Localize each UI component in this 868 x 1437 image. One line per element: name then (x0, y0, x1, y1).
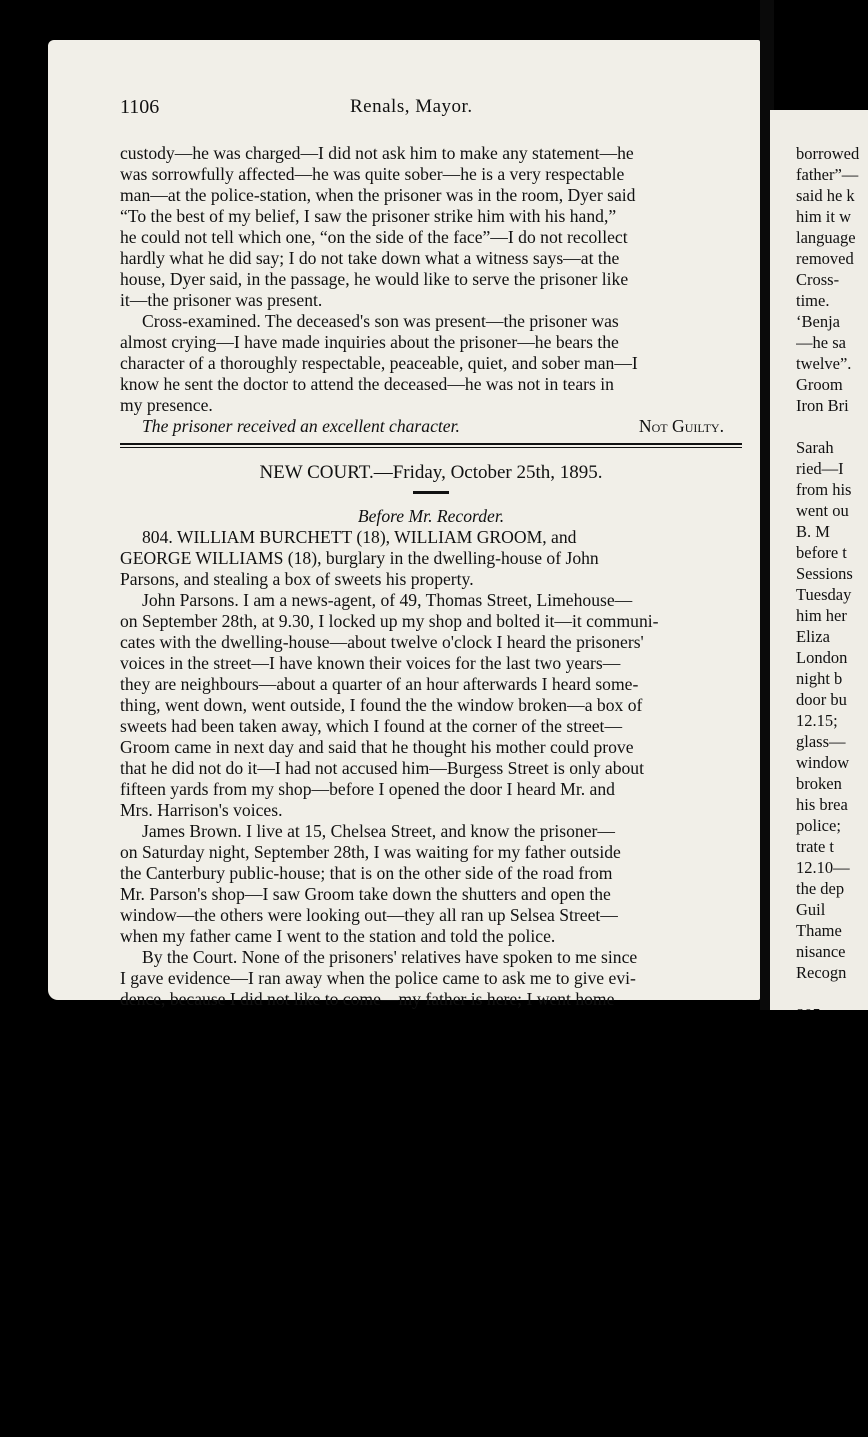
margin-fragment: police; (796, 816, 841, 835)
margin-fragment: 12.15; (796, 711, 838, 730)
margin-fragment: Sessions (796, 564, 853, 583)
page-number: 1106 (120, 96, 160, 118)
text-line: I gave evidence—I ran away when the police came to ask me to give evi- (120, 968, 636, 988)
margin-fragment: borrowed (796, 144, 860, 163)
character-verdict-line (120, 416, 742, 437)
text-line: house, Dyer said, in the passage, he would like to serve the prisoner like (120, 269, 629, 289)
margin-fragment: father”— (796, 165, 859, 184)
text-line: was sorrowfully affected—he was quite sober—he is a very respectable (120, 164, 625, 184)
text-line: Groom came in next day and said that he thought his mother could prove (120, 737, 634, 757)
margin-fragment: his brea (796, 795, 848, 814)
margin-fragment: Iron Bri (796, 396, 849, 415)
court-heading: NEW COURT.—Friday, October 25th, 1895. (259, 462, 603, 483)
text-line: fifteen yards from my shop—before I opened the door I heard Mr. and (120, 779, 615, 799)
text-line: character of a thoroughly respectable, peaceable, quiet, and sober man—I (120, 353, 638, 373)
margin-fragment: 12.10— (796, 858, 850, 877)
case-804 (120, 527, 742, 590)
running-head: Renals, Mayor. (350, 96, 473, 117)
testimony-john-parsons (120, 590, 742, 821)
text-line: hardly what he did say; I do not take down what a witness says—at the (120, 248, 620, 268)
text-line: Mrs. Harrison's voices. (120, 800, 283, 820)
margin-fragment: before t (796, 543, 847, 562)
text-line: dence, because I did not like to come—my father is here; I went home (120, 989, 615, 1009)
verdict: Not Guilty. (638, 416, 724, 436)
margin-fragment: time. (796, 291, 830, 310)
before-recorder: Before Mr. Recorder. (357, 506, 505, 526)
margin-fragment: twelve”. (796, 354, 852, 373)
margin-fragment: Tuesday (796, 585, 852, 604)
margin-fragment (796, 983, 868, 1004)
margin-fragment: nisance (796, 942, 846, 961)
text-line: James Brown. I live at 15, Chelsea Street, and know the prisoner— (142, 821, 615, 841)
margin-fragment: broken (796, 774, 842, 793)
margin-fragment: him it w (796, 207, 852, 226)
margin-fragment: glass— (796, 732, 846, 751)
text-line: Mr. Parson's shop—I saw Groom take down the shutters and open the (120, 884, 611, 904)
text-line: he could not tell which one, “on the side of the face”—I do not recollect (120, 227, 628, 247)
margin-fragment: Guil (796, 900, 826, 919)
margin-fragment: London (796, 648, 848, 667)
text-line: that he did not do it—I had not accused him—Burgess Street is only about (120, 758, 644, 778)
character-note: The prisoner received an excellent character. (142, 416, 460, 436)
margin-fragment: the dep (796, 879, 845, 898)
page-header (120, 96, 740, 126)
text-line: man—at the police-station, when the prisoner was in the room, Dyer said (120, 185, 636, 205)
text-line: By the Court. None of the prisoners' relatives have spoken to me since (142, 947, 638, 967)
text-line: sweets had been taken away, which I found at the corner of the street— (120, 716, 623, 736)
margin-fragment: him her (796, 606, 847, 625)
text-line: they are neighbours—about a quarter of an hour afterwards I heard some- (120, 674, 639, 694)
text-line: custody—he was charged—I did not ask him to make any statement—he (120, 143, 634, 163)
margin-fragment: from his (796, 480, 852, 499)
margin-fragment: ried—I (796, 459, 844, 478)
margin-fragment: window (796, 753, 850, 772)
heading-dash (413, 491, 449, 494)
margin-fragment: Groom (796, 375, 843, 394)
text-line: thing, went down, went outside, I found the the window broken—a box of (120, 695, 643, 715)
dark-background (0, 1010, 868, 1437)
text-line: John Parsons. I am a news-agent, of 49, Thomas Street, Limehouse— (142, 590, 633, 610)
text-line: cates with the dwelling-house—about twelve o'clock I heard the prisoners' (120, 632, 644, 652)
margin-fragment: Sarah (796, 438, 834, 457)
text-line: on Saturday night, September 28th, I was waiting for my father outside (120, 842, 621, 862)
text-line: almost crying—I have made inquiries about the prisoner—he bears the (120, 332, 619, 352)
paragraph-cross-examined (120, 311, 742, 416)
text-line: it—the prisoner was present. (120, 290, 323, 310)
margin-fragment (796, 416, 868, 437)
text-line: know he sent the doctor to attend the deceased—he was not in tears in (120, 374, 614, 394)
margin-fragment: Thame (796, 921, 842, 940)
text-line: when my father came I went to the station and told the police. (120, 926, 556, 946)
text-line: my presence. (120, 395, 213, 415)
section-rule-thin (120, 447, 742, 448)
margin-fragment: night b (796, 669, 843, 688)
margin-fragment: trate t (796, 837, 835, 856)
margin-fragment: removed (796, 249, 854, 268)
text-line: voices in the street—I have known their voices for the last two years— (120, 653, 621, 673)
margin-fragment: door bu (796, 690, 847, 709)
margin-fragment: Recogn (796, 963, 847, 982)
text-line: Cross-examined. The deceased's son was present—the prisoner was (142, 311, 619, 331)
text-line: window—the others were looking out—they all ran up Selsea Street— (120, 905, 618, 925)
text-line: Parsons, and stealing a box of sweets his property. (120, 569, 474, 589)
margin-fragment: Eliza (796, 627, 830, 646)
margin-fragment: went ou (796, 501, 849, 520)
testimony-james-brown (120, 821, 742, 947)
margin-fragment: B. M (796, 522, 830, 541)
margin-fragment: —he sa (796, 333, 846, 352)
paragraph-custody (120, 143, 742, 311)
margin-fragment: said he k (796, 186, 855, 205)
section-rule-thick (120, 443, 742, 445)
margin-fragment: ‘Benja (796, 312, 840, 331)
text-line: the Canterbury public-house; that is on the other side of the road from (120, 863, 613, 883)
margin-fragment: language (796, 228, 856, 247)
text-line: “To the best of my belief, I saw the prisoner strike him with his hand,” (120, 206, 617, 226)
margin-fragment: Cross- (796, 270, 840, 289)
text-line: GEORGE WILLIAMS (18), burglary in the dwelling-house of John (120, 548, 599, 568)
text-line: on September 28th, at 9.30, I locked up my shop and bolted it—it communi- (120, 611, 659, 631)
text-line: 804. WILLIAM BURCHETT (18), WILLIAM GROOM, and (142, 527, 577, 547)
